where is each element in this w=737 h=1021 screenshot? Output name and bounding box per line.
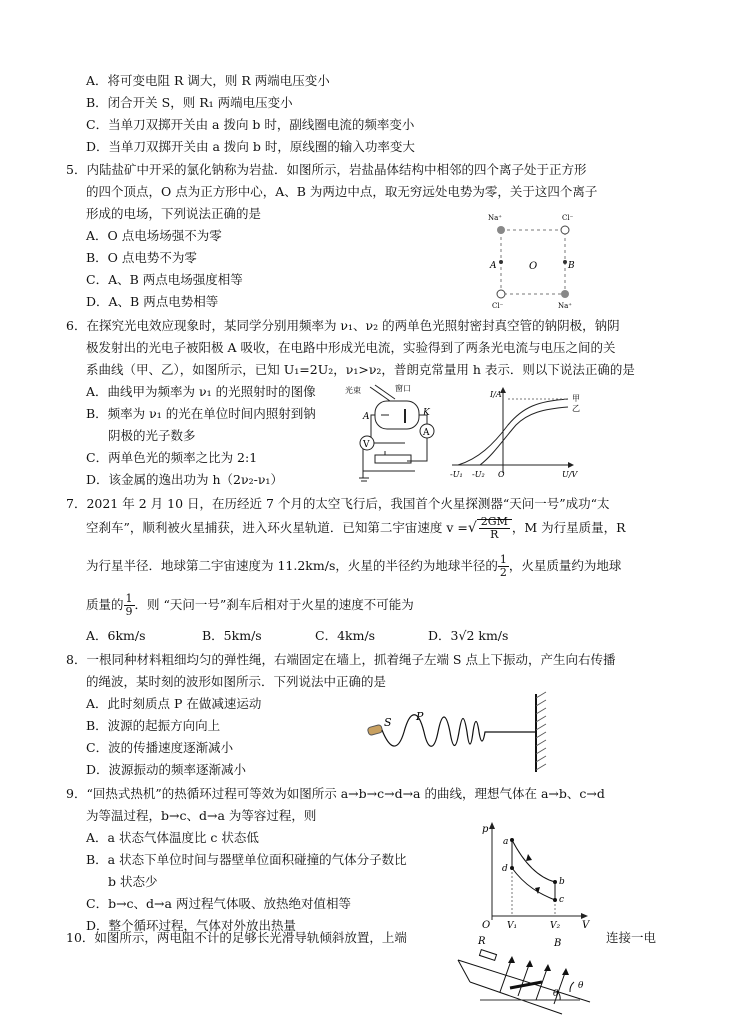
q6-label-window: 窗口 [395, 384, 411, 393]
q7-stem-line-3-pre: 为行星半径．地球第二宇宙速度为 11.2km/s，火星的半径约为地球半径的 [86, 558, 498, 573]
q4-option-a: A．将可变电阻 R 调大，则 R 两端电压变小 [86, 73, 330, 88]
q4-option-d: D．当单刀双掷开关由 a 拨向 b 时，原线圈的输入功率变大 [86, 139, 415, 154]
q8-label-s: S [384, 716, 392, 729]
q7-sqrt-fraction [477, 515, 512, 541]
q5-stem-line-3: 形成的电场，下列说法正确的是 [86, 206, 262, 221]
q9-option-c: C．b→c、d→a 两过程气体吸、放热绝对值相等 [86, 896, 351, 911]
q10-label-r: R [478, 936, 486, 947]
q8-rope-wave-figure [368, 692, 578, 774]
q4-option-c: C．当单刀双掷开关由 a 拨向 b 时，副线圈电流的频率变小 [86, 117, 415, 132]
q8-stem-line-2: 的绳波，某时刻的波形如图所示．下列说法中正确的是 [86, 674, 387, 689]
q9-stem-line-1: 9．“回热式热机”的热循环过程可等效为如图所示 a→b→c→d→a 的曲线，理想气体在 a→b、c→d [66, 786, 605, 801]
q7-stem-line-3-post: ，火星质量约为地球 [508, 558, 622, 573]
q9-label-p: p [482, 824, 489, 835]
q9-pv-diagram [480, 820, 590, 930]
q9-option-a: A．a 状态气体温度比 c 状态低 [86, 830, 259, 845]
q7-stem-line-1: 7．2021 年 2 月 10 日，在历经近 7 个月的太空飞行后，我国首个火星探测器“天问一号”成功“太 [66, 496, 610, 511]
q7-option-b: B．5km/s [202, 628, 262, 643]
q6-circuit-figure [345, 383, 445, 483]
q8-stem-line-1: 8．一根同种材料粗细均匀的弹性绳，右端固定在墙上，抓着绳子左端 S 点上下振动，产生向右传播 [66, 652, 616, 667]
q7-option-d: D．3√2 km/s [428, 628, 509, 643]
q5-label-o: O [529, 261, 538, 272]
q9-label-d: d [502, 864, 508, 874]
q5-option-c: C．A、B 两点电场强度相等 [86, 272, 243, 287]
q6-stem-line-2: 极发射出的光电子被阳极 A 吸收，在电路中形成光电流，实验得到了两条光电流与电压之间的关 [86, 340, 616, 355]
q5-option-b: B．O 点电势不为零 [86, 250, 197, 265]
q8-option-d: D．波源振动的频率逐渐减小 [86, 762, 247, 777]
q10-label-b: B [554, 938, 562, 949]
q6-ammeter-label: A [423, 428, 430, 438]
q5-stem-line-2: 的四个顶点，O 点为正方形中心，A、B 为两边中点，取无穷远处电势为零，关于这四个离子 [86, 184, 598, 199]
q6-label-neg-u2: -U₂ [472, 470, 485, 479]
q7-sqrt-num: 2GM [480, 515, 508, 528]
q6-stem-line-1: 6．在探究光电效应现象时，某同学分别用频率为 ν₁、ν₂ 的两单色光照射密封真空管的钠阴极，钠阴 [66, 318, 620, 333]
q5-option-d: D．A、B 两点电势相等 [86, 294, 219, 309]
q10-inclined-rails-figure [450, 930, 600, 1018]
q9-stem-line-2: 为等温过程，b→c、d→a 为等容过程，则 [86, 808, 317, 823]
q7-stem-line-4-pre: 质量的 [86, 597, 124, 612]
q4-option-b: B．闭合开关 S，则 R₁ 两端电压变小 [86, 95, 293, 110]
q6-stem-line-3: 系曲线（甲、乙），如图所示，已知 U₁=2U₂，ν₁>ν₂，普朗克常量用 h 表示．则以下说法正确的是 [86, 362, 635, 377]
q10-stem-left: 10．如图所示，两电阻不计的足够长光滑导轨倾斜放置，上端 [66, 930, 407, 945]
q10-label-theta-2: θ [578, 981, 584, 991]
q5-stem-line-1: 5．内陆盐矿中开采的氯化钠称为岩盐．如图所示，岩盐晶体结构中相邻的四个离子处于正方形 [66, 162, 587, 177]
q7-stem-line-4 [86, 591, 414, 619]
q6-option-a: A．曲线甲为频率为 ν₁ 的光照射时的图像 [86, 384, 316, 399]
q9-label-a: a [503, 837, 509, 847]
q7-sqrt-den: R [490, 528, 499, 541]
q8-label-p: P [416, 710, 424, 723]
q9-label-v: V [582, 920, 590, 931]
q10-stem-right: 连接一电 [606, 930, 657, 945]
q7-frac2-den: 9 [125, 605, 133, 618]
q5-label-na-bottom: Na⁺ [558, 302, 572, 310]
q9-label-c: c [559, 895, 565, 905]
q7-frac1-num: 1 [499, 553, 507, 566]
q7-frac2-num: 1 [125, 592, 133, 605]
q7-stem-line-2: 空刹车”，顺利被火星捕获，进入环火星轨道．已知第二宇宙速度 v =√ $\frac{2GM}{R}$ ，M 为行星质量，R [86, 515, 626, 541]
q6-label-x-axis: U/V [562, 470, 578, 479]
q8-option-b: B．波源的起振方向向上 [86, 718, 221, 733]
q6-option-d: D．该金属的逸出功为 h（2ν₂-ν₁） [86, 472, 283, 487]
q9-option-b-cont: b 状态少 [108, 874, 158, 889]
q7-stem-line-2-pre: 空刹车”，顺利被火星捕获，进入环火星轨道．已知第二宇宙速度 v = [86, 520, 468, 535]
q7-stem-line-4-post: ．则 “天问一号”刹车后相对于火星的速度不可能为 [134, 597, 414, 612]
q5-label-b: B [568, 261, 575, 271]
q7-option-a: A．6km/s [86, 628, 146, 643]
q9-label-b: b [559, 877, 565, 887]
q6-current-voltage-graph [448, 385, 588, 479]
q8-option-c: C．波的传播速度逐渐减小 [86, 740, 234, 755]
q9-label-v1: V₁ [507, 921, 518, 931]
q6-option-b: B．频率为 ν₁ 的光在单位时间内照射到钠 [86, 406, 316, 421]
q6-label-curve-yi: 乙 [572, 404, 580, 413]
q6-voltmeter-label: V [363, 440, 370, 450]
q5-label-na-top: Na⁺ [488, 214, 502, 222]
q5-label-cl-top: Cl⁻ [562, 214, 574, 222]
q6-label-anode: A [363, 412, 370, 422]
q6-label-light: 光束 [345, 386, 361, 395]
q6-label-neg-u1: -U₁ [450, 470, 463, 479]
q7-option-c: C．4km/s [315, 628, 376, 643]
q6-option-b-cont: 阴极的光子数多 [108, 428, 196, 443]
q6-label-y-axis: I/A [490, 390, 502, 399]
q7-fraction-half [498, 554, 509, 579]
q7-frac1-den: 2 [499, 566, 507, 579]
q9-label-v2: V₂ [550, 921, 561, 931]
q7-fraction-ninth [124, 593, 135, 618]
q6-label-origin: O [498, 470, 505, 479]
q6-label-cathode: K [423, 408, 430, 418]
q10-label-theta-1: θ [553, 989, 559, 999]
q5-label-cl-bottom: Cl⁻ [492, 302, 504, 310]
q5-label-a: A [490, 261, 497, 271]
q7-stem-line-2-post: ，M 为行星质量，R [511, 520, 626, 535]
q9-option-b: B．a 状态下单位时间与器壁单位面积碰撞的气体分子数比 [86, 852, 407, 867]
q6-label-curve-jia: 甲 [572, 394, 580, 403]
q5-ion-square-figure [480, 208, 590, 308]
q5-option-a: A．O 点电场场强不为零 [86, 228, 222, 243]
q9-label-o: O [482, 920, 491, 931]
q9-option-d: D．整个循环过程，气体对外放出热量 [86, 918, 297, 933]
q7-stem-line-3 [86, 552, 621, 580]
q8-option-a: A．此时刻质点 P 在做减速运动 [86, 696, 262, 711]
q6-option-c: C．两单色光的频率之比为 2:1 [86, 450, 258, 465]
